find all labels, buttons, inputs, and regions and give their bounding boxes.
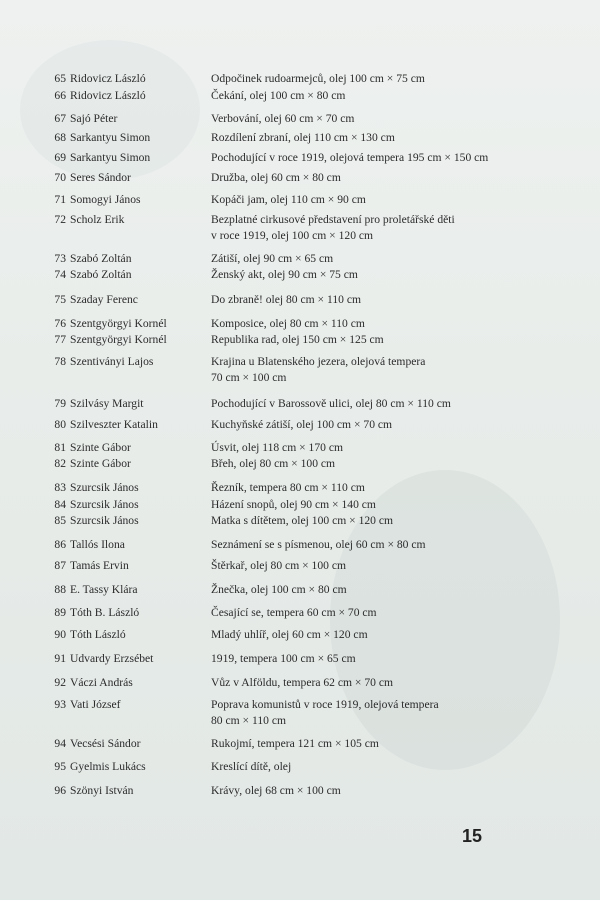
work-line: Kuchyňské zátiší, olej 100 cm × 70 cm — [211, 418, 393, 431]
entry-number: 65 — [54, 72, 66, 85]
work-description — [211, 111, 556, 127]
work-line: Kopáči jam, olej 110 cm × 90 cm — [211, 193, 366, 206]
work-line: Odpočinek rudoarmejců, olej 100 cm × 75 cm — [211, 72, 425, 85]
entry-number: 69 — [54, 151, 66, 164]
entry-number: 71 — [54, 193, 66, 206]
work-line: Krajina u Blatenského jezera, olejová tempera — [211, 355, 426, 368]
entry-number: 88 — [54, 583, 66, 596]
work-description — [211, 130, 556, 146]
work-description — [211, 605, 556, 621]
entry-number: 89 — [54, 606, 66, 619]
work-description — [211, 440, 556, 456]
artist-name: Tóth B. László — [70, 606, 140, 619]
entry-number: 95 — [54, 760, 66, 773]
work-description — [211, 292, 556, 308]
work-line: Matka s dítětem, olej 100 cm × 120 cm — [211, 514, 394, 527]
work-description — [211, 417, 556, 433]
entry-number: 75 — [54, 293, 66, 306]
entry-number: 86 — [54, 538, 66, 551]
entry-number: 72 — [54, 213, 66, 226]
artist-name: Udvardy Erzsébet — [70, 652, 154, 665]
entry-number: 78 — [54, 355, 66, 368]
artist-name: Szurcsik János — [70, 498, 139, 511]
artist-name: Vati József — [70, 698, 121, 711]
work-description — [211, 396, 556, 412]
work-description — [211, 71, 556, 87]
artist-name: Ridovicz László — [70, 89, 146, 102]
work-line: Družba, olej 60 cm × 80 cm — [211, 171, 341, 184]
work-line: Kreslící dítě, olej — [211, 760, 292, 773]
artist-name: Szabó Zoltán — [70, 252, 132, 265]
artist-name: Szurcsik János — [70, 481, 139, 494]
work-description — [211, 354, 556, 386]
work-description — [211, 88, 556, 104]
entry-number: 92 — [54, 676, 66, 689]
entry-number: 68 — [54, 131, 66, 144]
entry-number: 91 — [54, 652, 66, 665]
artist-name: Vecsési Sándor — [70, 737, 141, 750]
work-description — [211, 332, 556, 348]
work-description — [211, 697, 556, 729]
artist-name: Szentiványi Lajos — [70, 355, 154, 368]
artist-name: Tamás Ervin — [70, 559, 129, 572]
artist-name: Gyelmis Lukács — [70, 760, 146, 773]
artist-name: Seres Sándor — [70, 171, 131, 184]
artist-name: Sarkantyu Simon — [70, 131, 151, 144]
work-description — [211, 170, 556, 186]
work-line: v roce 1919, olej 100 cm × 120 cm — [211, 229, 374, 242]
work-description — [211, 582, 556, 598]
artist-name: Szabó Zoltán — [70, 268, 132, 281]
artist-name: Szinte Gábor — [70, 457, 131, 470]
entry-number: 73 — [54, 252, 66, 265]
work-description — [211, 497, 556, 513]
artist-name: Szentgyörgyi Kornél — [70, 317, 167, 330]
work-line: Vůz v Alföldu, tempera 62 cm × 70 cm — [211, 676, 394, 689]
work-line: Bezplatné cirkusové představení pro proletářské děti — [211, 213, 455, 226]
work-line: Rozdílení zbraní, olej 110 cm × 130 cm — [211, 131, 395, 144]
artist-name: Szilvásy Margit — [70, 397, 144, 410]
artist-name: Szurcsik János — [70, 514, 139, 527]
work-line: Řezník, tempera 80 cm × 110 cm — [211, 481, 365, 494]
work-line: Komposice, olej 80 cm × 110 cm — [211, 317, 365, 330]
work-description — [211, 558, 556, 574]
work-description — [211, 651, 556, 667]
page-number: 15 — [462, 826, 483, 846]
entry-number: 94 — [54, 737, 66, 750]
entry-number: 85 — [54, 514, 66, 527]
artist-name: Tallós Ilona — [70, 538, 125, 551]
artist-name: Szinte Gábor — [70, 441, 131, 454]
artist-name: E. Tassy Klára — [70, 583, 138, 596]
entry-number: 67 — [54, 112, 66, 125]
artist-name: Szentgyörgyi Kornél — [70, 333, 167, 346]
entry-number: 96 — [54, 784, 66, 797]
work-line: Mladý uhlíř, olej 60 cm × 120 cm — [211, 628, 368, 641]
work-line: 1919, tempera 100 cm × 65 cm — [211, 652, 356, 665]
work-line: Rukojmí, tempera 121 cm × 105 cm — [211, 737, 379, 750]
work-line: 80 cm × 110 cm — [211, 714, 287, 727]
entry-number: 87 — [54, 559, 66, 572]
work-description — [211, 513, 556, 529]
entry-number: 90 — [54, 628, 66, 641]
entry-number: 80 — [54, 418, 66, 431]
work-line: Úsvit, olej 118 cm × 170 cm — [211, 441, 344, 454]
entry-number: 93 — [54, 698, 66, 711]
work-line: Česající se, tempera 60 cm × 70 cm — [211, 606, 377, 619]
work-description — [211, 150, 556, 166]
work-line: Zátiší, olej 90 cm × 65 cm — [211, 252, 334, 265]
artist-name: Scholz Erik — [70, 213, 125, 226]
work-description — [211, 480, 556, 496]
artist-name: Szaday Ferenc — [70, 293, 138, 306]
work-line: Verbování, olej 60 cm × 70 cm — [211, 112, 355, 125]
entry-number: 84 — [54, 498, 66, 511]
artist-name: Ridovicz László — [70, 72, 146, 85]
work-line: Seznámení se s písmenou, olej 60 cm × 80 cm — [211, 538, 426, 551]
entry-number: 70 — [54, 171, 66, 184]
work-line: Krávy, olej 68 cm × 100 cm — [211, 784, 341, 797]
work-description — [211, 537, 556, 553]
entry-number: 74 — [54, 268, 66, 281]
artist-name: Sarkantyu Simon — [70, 151, 151, 164]
work-line: Čekání, olej 100 cm × 80 cm — [211, 89, 346, 102]
entry-number: 77 — [54, 333, 66, 346]
work-description — [211, 783, 556, 799]
work-line: Břeh, olej 80 cm × 100 cm — [211, 457, 336, 470]
entry-number: 79 — [54, 397, 66, 410]
work-line: Poprava komunistů v roce 1919, olejová tempera — [211, 698, 439, 711]
work-description — [211, 675, 556, 691]
entry-number: 82 — [54, 457, 66, 470]
entry-number: 83 — [54, 481, 66, 494]
work-description — [211, 627, 556, 643]
work-description — [211, 759, 556, 775]
artist-name: Szönyi István — [70, 784, 134, 797]
artist-name: Váczi András — [70, 676, 133, 689]
artist-name: Szilveszter Katalin — [70, 418, 158, 431]
work-line: Republika rad, olej 150 cm × 125 cm — [211, 333, 384, 346]
work-description — [211, 212, 556, 244]
artist-name: Somogyi János — [70, 193, 141, 206]
work-description — [211, 736, 556, 752]
work-line: 70 cm × 100 cm — [211, 371, 287, 384]
work-line: Pochodující v roce 1919, olejová tempera 195 cm × 150 cm — [211, 151, 489, 164]
work-description — [211, 267, 556, 283]
work-description — [211, 456, 556, 472]
entry-number: 81 — [54, 441, 66, 454]
artist-name: Sajó Péter — [70, 112, 118, 125]
work-line: Štěrkař, olej 80 cm × 100 cm — [211, 559, 347, 572]
work-line: Do zbraně! olej 80 cm × 110 cm — [211, 293, 362, 306]
work-line: Žnečka, olej 100 cm × 80 cm — [211, 583, 347, 596]
artist-name: Tóth László — [70, 628, 126, 641]
entry-number: 66 — [54, 89, 66, 102]
work-description — [211, 316, 556, 332]
work-line: Házení snopů, olej 90 cm × 140 cm — [211, 498, 376, 511]
work-description — [211, 251, 556, 267]
entry-number: 76 — [54, 317, 66, 330]
work-description — [211, 192, 556, 208]
work-line: Pochodující v Barossově ulici, olej 80 cm × 110 cm — [211, 397, 451, 410]
work-line: Ženský akt, olej 90 cm × 75 cm — [211, 268, 358, 281]
